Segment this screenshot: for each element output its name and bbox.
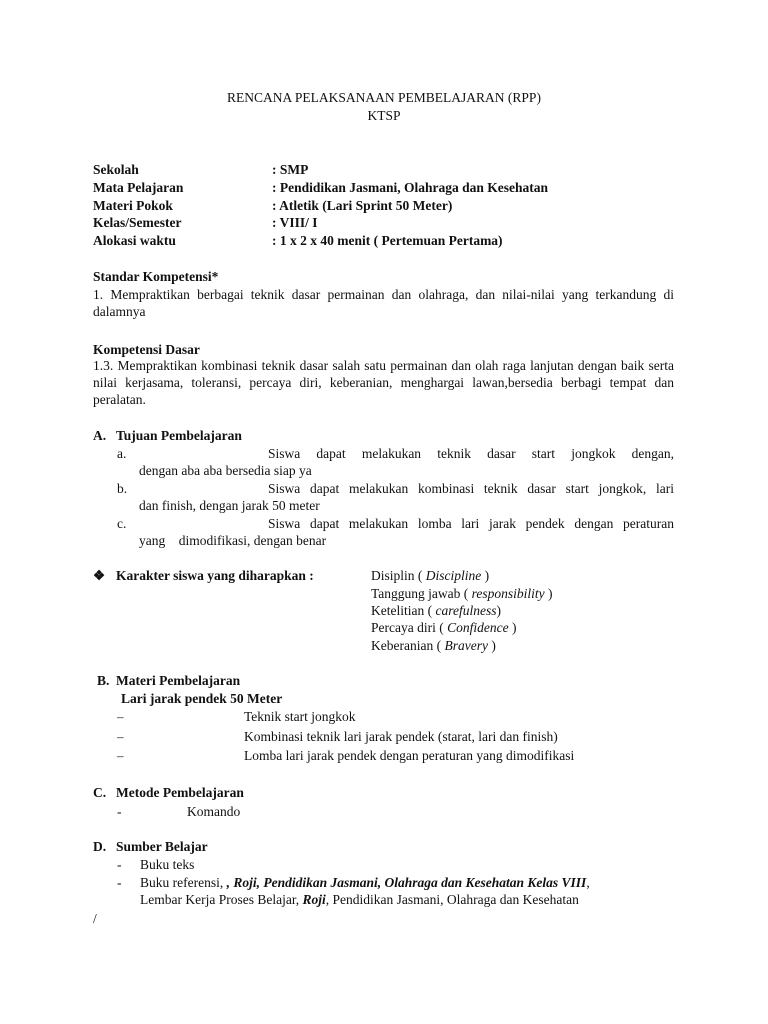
identity-label: Kelas/Semester bbox=[93, 215, 182, 230]
section-d-heading: Sumber Belajar bbox=[116, 839, 208, 854]
identity-value: : VIII/ I bbox=[272, 215, 318, 230]
objective-text: Siswa dapat melakukan lomba lari jarak pendek dengan peraturan bbox=[268, 516, 674, 531]
dash-bullet: - bbox=[117, 857, 122, 872]
karakter-item: Percaya diri ( Confidence ) bbox=[371, 620, 517, 635]
objective-text-cont: dan finish, dengan jarak 50 meter bbox=[139, 498, 320, 513]
section-c-marker: C. bbox=[93, 785, 107, 800]
kd-heading: Kompetensi Dasar bbox=[93, 342, 200, 357]
sk-text: 1. Mempraktikan berbagai teknik dasar permainan dan olahraga, dan nilai-nilai yang terkandung di dalamnya bbox=[93, 287, 674, 319]
kd-text: 1.3. Mempraktikan kombinasi teknik dasar salah satu permainan dan olah raga lanjutan dengan baik serta nilai kerjasama, toleransi, percaya diri, keberanian, menghargai lawan,bersedia berbagi tempat dan peralatan. bbox=[93, 358, 674, 407]
karakter-item: Disiplin ( Discipline ) bbox=[371, 568, 490, 583]
materi-item: Teknik start jongkok bbox=[244, 709, 356, 724]
section-b-subheading: Lari jarak pendek 50 Meter bbox=[121, 691, 283, 706]
section-b-heading: Materi Pembelajaran bbox=[116, 673, 241, 688]
identity-label: Alokasi waktu bbox=[93, 233, 176, 248]
identity-value: : 1 x 2 x 40 menit ( Pertemuan Pertama) bbox=[272, 233, 503, 248]
sumber-item: Buku teks bbox=[140, 857, 195, 872]
objective-text: Siswa dapat melakukan kombinasi teknik dasar start jongkok, lari bbox=[268, 481, 674, 496]
section-a-heading: Tujuan Pembelajaran bbox=[116, 428, 242, 443]
identity-label: Sekolah bbox=[93, 162, 139, 177]
dash-bullet: - bbox=[117, 875, 122, 890]
section-b-marker: B. bbox=[97, 673, 110, 688]
materi-item: Kombinasi teknik lari jarak pendek (starat, lari dan finish) bbox=[244, 729, 558, 744]
objective-text-cont: yang dimodifikasi, dengan benar bbox=[139, 533, 327, 548]
karakter-heading: Karakter siswa yang diharapkan : bbox=[116, 568, 314, 583]
sk-heading: Standar Kompetensi* bbox=[93, 269, 219, 284]
doc-title: RENCANA PELAKSANAAN PEMBELAJARAN (RPP) bbox=[227, 90, 541, 105]
dash-bullet: – bbox=[117, 709, 124, 724]
doc-subtitle: KTSP bbox=[367, 108, 401, 123]
section-a-marker: A. bbox=[93, 428, 107, 443]
karakter-item: Ketelitian ( carefulness) bbox=[371, 603, 501, 618]
section-d-marker: D. bbox=[93, 839, 107, 854]
identity-value: : Pendidikan Jasmani, Olahraga dan Kesehatan bbox=[272, 180, 549, 195]
identity-label: Mata Pelajaran bbox=[93, 180, 184, 195]
objective-letter: c. bbox=[117, 516, 127, 531]
objective-text: Siswa dapat melakukan teknik dasar start jongkok dengan, bbox=[268, 446, 674, 461]
karakter-item: Tanggung jawab ( responsibility ) bbox=[371, 586, 553, 601]
objective-letter: a. bbox=[117, 446, 127, 461]
objective-letter: b. bbox=[117, 481, 128, 496]
dash-bullet: - bbox=[117, 804, 122, 819]
footer-mark: / bbox=[93, 911, 97, 926]
dash-bullet: – bbox=[117, 748, 124, 763]
section-c-heading: Metode Pembelajaran bbox=[116, 785, 244, 800]
dash-bullet: – bbox=[117, 729, 124, 744]
identity-value: : Atletik (Lari Sprint 50 Meter) bbox=[272, 198, 453, 213]
diamond-bullet-icon: ❖ bbox=[93, 568, 106, 583]
identity-label: Materi Pokok bbox=[93, 198, 173, 213]
metode-item: Komando bbox=[187, 804, 241, 819]
sumber-item: Buku referensi, , Roji, Pendidikan Jasmani, Olahraga dan Kesehatan Kelas VIII, bbox=[140, 875, 590, 890]
materi-item: Lomba lari jarak pendek dengan peraturan yang dimodifikasi bbox=[244, 748, 575, 763]
objective-text-cont: dengan aba aba bersedia siap ya bbox=[139, 463, 312, 478]
identity-value: : SMP bbox=[272, 162, 309, 177]
sumber-item-cont: Lembar Kerja Proses Belajar, Roji, Pendidikan Jasmani, Olahraga dan Kesehatan bbox=[140, 892, 579, 907]
karakter-item: Keberanian ( Bravery ) bbox=[371, 638, 496, 653]
